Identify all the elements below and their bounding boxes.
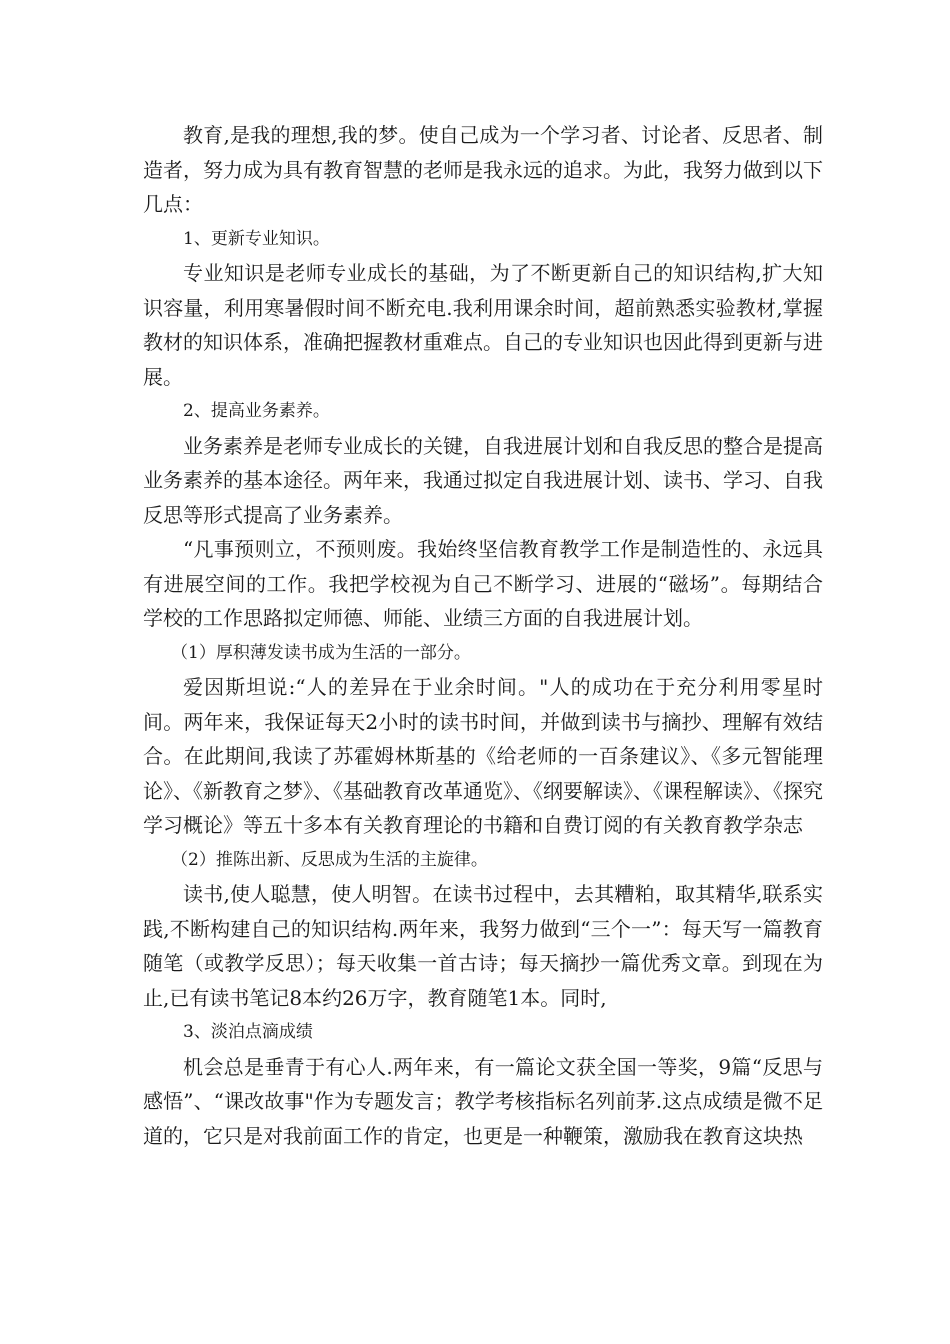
document-body [143,118,823,1153]
planning-paragraph: “凡事预则立，不预则废。我始终坚信教育教学工作是制造性的、永远具有进展空间的工作。我把学校视为自己不断学习、进展的“磁场”。每期结合学校的工作思路拟定师德、师能、业绩三方面的自我进展计划。 [143,537,823,630]
section-heading-1: 1、更新专业知识。 [183,228,330,249]
business-literacy-paragraph: 业务素养是老师专业成长的关键，自我进展计划和自我反思的整合是提高业务素养的基本途径。两年来，我通过拟定自我进展计划、读书、学习、自我反思等形式提高了业务素养。 [143,433,823,527]
section-heading-3: 3、淡泊点滴成绩 [183,1022,313,1042]
intro-paragraph: 教育,是我的理想,我的梦。使自己成为一个学习者、讨论者、反思者、制造者，努力成为具有教育智慧的老师是我永远的追求。为此，我努力做到以下几点： [143,123,823,216]
sub-heading-1: （1）厚积薄发读书成为生活的一部分。 [171,642,471,663]
sub-heading-2: （2）推陈出新、反思成为生活的主旋律。 [171,849,488,870]
reflection-paragraph: 读书,使人聪慧，使人明智。在读书过程中，去其糟粕，取其精华,联系实践,不断构建自己的知识结构.两年来，我努力做到“三个一”：每天写一篇教育随笔（或教学反思）；每天收集一首古诗；每天摘抄一篇优秀文章。到现在为止,已有读书笔记8本约26万字，教育随笔1本。同时, [143,882,823,1010]
achievements-paragraph: 机会总是垂青于有心人.两年来，有一篇论文获全国一等奖，9篇“反思与感悟”、“课改故事"作为专题发言；教学考核指标名列前茅.这点成绩是微不足道的，它只是对我前面工作的肯定，也更是一种鞭策，激励我在教育这块热 [143,1054,823,1148]
section-heading-2: 2、提高业务素养。 [183,401,330,421]
professional-knowledge-paragraph: 专业知识是老师专业成长的基础，为了不断更新自己的知识结构,扩大知识容量，利用寒暑假时间不断充电.我利用课余时间，超前熟悉实验教材,掌握教材的知识体系，准确把握教材重难点。自己的专业知识也因此得到更新与进展。 [143,261,823,389]
reading-paragraph: 爱因斯坦说:“人的差异在于业余时间。"人的成功在于充分利用零星时间。两年来，我保证每天2小时的读书时间，并做到读书与摘抄、理解有效结合。在此期间,我读了苏霍姆林斯基的《给老师的一百条建议》、《多元智能理论》、《新教育之梦》、《基础教育改革通览》、《纲要解读》、《课程解读》、《探究学习概论》等五十多本有关教育理论的书籍和自费订阅的有关教育教学杂志 [143,675,823,837]
